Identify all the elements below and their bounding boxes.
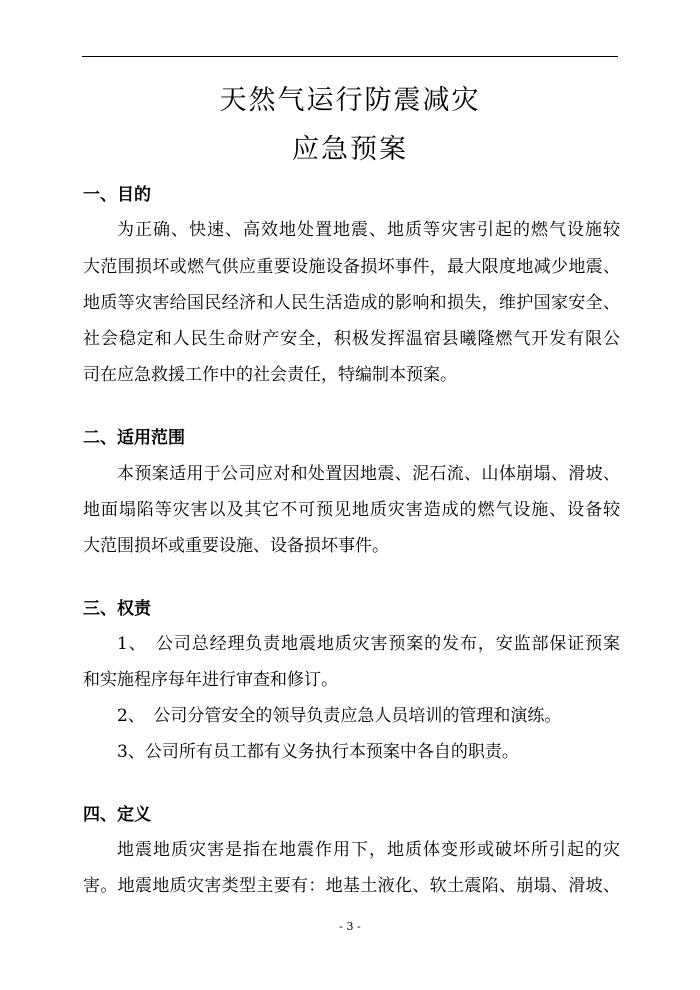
paragraph-line: 司在应急救援工作中的社会责任，特编制本预案。 <box>83 365 457 385</box>
list-item: 3、公司所有员工都有义务执行本预案中各自的职责。 <box>117 742 519 762</box>
section-heading-purpose: 一、目的 <box>83 185 151 205</box>
paragraph-line: 和实施程序每年进行审查和修订。 <box>83 670 338 690</box>
header-rule <box>82 56 618 57</box>
paragraph-line: 害。地震地质灾害类型主要有：地基土液化、软土震陷、崩塌、滑坡、 <box>83 876 620 896</box>
section-heading-responsibilities: 三、权责 <box>83 599 151 619</box>
paragraph-line: 本预案适用于公司应对和处置因地震、泥石流、山体崩塌、滑坡、 <box>117 464 620 484</box>
list-item: 1、 公司总经理负责地震地质灾害预案的发布，安监部保证预案 <box>117 634 620 654</box>
paragraph-line: 大范围损坏或重要设施、设备损坏事件。 <box>83 536 389 556</box>
paragraph-line: 地面塌陷等灾害以及其它不可预见地质灾害造成的燃气设施、设备较 <box>83 500 620 520</box>
section-heading-definition: 四、定义 <box>83 805 151 825</box>
paragraph-line: 地质等灾害给国民经济和人民生活造成的影响和损失，维护国家安全、 <box>83 293 620 313</box>
paragraph-line: 地震地质灾害是指在地震作用下，地质体变形或破坏所引起的灾 <box>117 840 620 860</box>
paragraph-line: 为正确、快速、高效地处置地震、地质等灾害引起的燃气设施较 <box>117 220 620 240</box>
list-item: 2、 公司分管安全的领导负责应急人员培训的管理和演练。 <box>117 706 562 726</box>
paragraph-line: 社会稳定和人民生命财产安全，积极发挥温宿县曦隆燃气开发有限公 <box>83 329 620 349</box>
document-title-line1: 天然气运行防震减灾 <box>219 85 481 116</box>
section-heading-scope: 二、适用范围 <box>83 428 185 448</box>
paragraph-line: 大范围损坏或燃气供应重要设施设备损坏事件，最大限度地减少地震、 <box>83 257 620 277</box>
document-title-line2: 应急预案 <box>292 134 408 165</box>
page-number: - 3 - <box>339 920 361 933</box>
